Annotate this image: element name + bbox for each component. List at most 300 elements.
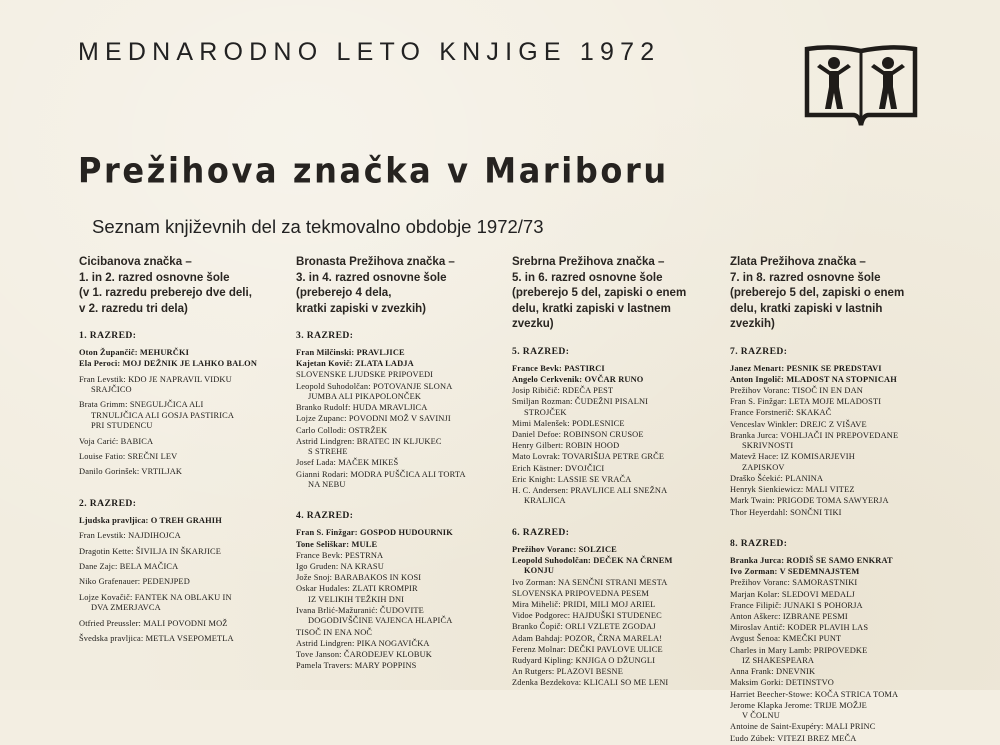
book-entry: [296, 540, 496, 550]
book-title: MARY POPPINS: [354, 661, 417, 671]
book-title-continued: PRI STUDENCU: [91, 421, 153, 431]
book-entry: [296, 359, 496, 369]
book-title: PIKA NOGAVIČKA: [356, 638, 430, 648]
book-title: TISOČ IN ENA NOČ: [296, 627, 373, 637]
book-title: MOJ DEŽNIK JE LAHKO BALON: [122, 359, 258, 369]
book-title-continued: KONJU: [524, 566, 555, 576]
column-cicibanova: [79, 254, 279, 645]
grade-label: 1. RAZRED:: [79, 330, 137, 341]
book-title-continued: V ČOLNU: [742, 711, 780, 721]
book-title: RDEČA PEST: [562, 385, 614, 395]
book-entry: [79, 619, 279, 629]
book-entry: [512, 375, 717, 385]
book-title: PLANINA: [785, 473, 824, 483]
award-heading-line: 7. in 8. razred osnovne šole: [730, 269, 881, 284]
book-author: Rudyard Kipling:: [512, 655, 574, 665]
book-title: PRIDI, MILI MOJ ARIEL: [562, 599, 656, 609]
book-title: ROBIN HOOD: [565, 441, 620, 451]
book-entry: [512, 441, 717, 451]
book-entry: [296, 528, 496, 538]
book-author: Maksim Gorki:: [730, 678, 784, 688]
award-heading-line: kratki zapiski v zvezkih): [296, 300, 427, 315]
award-heading-line: v 2. razredu tri dela): [79, 300, 188, 315]
book-title: POTOVANJE SLONA: [372, 381, 453, 391]
book-title-continued: NA NEBU: [308, 480, 346, 490]
book-title: ZLATI KROMPIR: [352, 584, 418, 594]
book-entry: [79, 452, 279, 462]
book-title-continued: ZAPISKOV: [742, 462, 785, 472]
book-entry: [296, 437, 496, 458]
book-author: Draško Šćekić:: [730, 473, 784, 483]
book-author: Zdenka Bezdekova:: [512, 678, 582, 688]
book-title: SKAKAČ: [796, 408, 832, 418]
book-entry: [79, 348, 279, 358]
award-heading-line: 3. in 4. razred osnovne šole: [296, 269, 447, 284]
book-author: Carlo Collodi:: [296, 425, 347, 435]
book-entry: [730, 623, 945, 633]
book-title: ZLATA LADJA: [355, 359, 414, 369]
book-title: LASSIE SE VRAČA: [557, 474, 632, 484]
book-author: Leopold Suhodolčan:: [296, 381, 371, 391]
book-entry: [512, 589, 717, 599]
book-entry: [730, 701, 945, 722]
book-entry: [296, 573, 496, 583]
award-heading-line: 5. in 6. razred osnovne šole: [512, 269, 663, 284]
book-entry: [730, 431, 945, 452]
book-title: VRTILJAK: [141, 467, 183, 477]
book-title: BELA MAČICA: [119, 562, 179, 572]
book-entry: [512, 464, 717, 474]
book-entry: [512, 578, 717, 588]
book-entry: [79, 547, 279, 557]
book-author: Lojze Zupanc:: [296, 414, 347, 424]
book-entry: [730, 375, 945, 385]
book-entry: [730, 678, 945, 688]
book-title: MALI PRINC: [825, 722, 876, 732]
book-entry: [730, 722, 945, 732]
book-entry: [79, 634, 279, 644]
book-title: SONČNI TIKI: [790, 507, 842, 517]
book-author: Henry Gilbert:: [512, 441, 564, 451]
book-author: Henryk Sienkiewicz:: [730, 485, 804, 495]
book-entry: [296, 606, 496, 627]
book-title: LETA MOJE MLADOSTI: [788, 397, 882, 407]
grade-label: 5. RAZRED:: [512, 345, 570, 357]
book-title: VOHLJAČI IN PREPOVEDANE: [780, 430, 899, 440]
book-author: Ľudo Zúbek:: [730, 733, 776, 743]
book-author: Branko Rudolf:: [296, 403, 351, 413]
book-title: TRIJE MOŽJE: [814, 700, 867, 710]
book-title: MALI POVODNI MOŽ: [143, 618, 228, 628]
book-title: FANTEK NA OBLAKU IN: [134, 592, 232, 602]
book-entry: [296, 426, 496, 436]
book-entry: [512, 556, 717, 577]
book-title-continued: S STREHE: [308, 447, 348, 457]
book-title: TISOČ IN EN DAN: [792, 385, 863, 395]
book-author: Pamela Travers:: [296, 661, 353, 671]
book-title: ŠIVILJA IN ŠKARJICE: [135, 546, 222, 556]
book-title: HUDA MRAVLJICA: [352, 403, 428, 413]
book-entry: [512, 667, 717, 677]
book-entry: [730, 452, 945, 473]
book-title: SREČNI LEV: [127, 452, 178, 462]
book-author: Adam Bahdaj:: [512, 633, 563, 643]
book-title: MAČEK MIKEŠ: [338, 458, 399, 468]
book-title: VITEZI BREZ MEČA: [777, 733, 857, 743]
book-entry: [79, 359, 279, 369]
book-author: France Forstnerič:: [730, 408, 794, 418]
book-title: DEČKI PAVLOVE ULICE: [568, 644, 663, 654]
book-author: Prežihov Voranc:: [730, 578, 791, 588]
book-title-continued: IZ SHAKESPEARA: [742, 655, 815, 665]
book-entry: [512, 364, 717, 374]
book-entry: [512, 611, 717, 621]
book-author: Daniel Defoe:: [512, 429, 562, 439]
book-author: H. C. Andersen:: [512, 485, 569, 495]
book-author: Niko Grafenauer:: [79, 577, 141, 587]
book-title: PRIPOVEDKE: [813, 645, 868, 655]
book-author: Louise Fatio:: [79, 452, 126, 462]
book-title: KMEČKI PUNT: [782, 634, 842, 644]
book-author: Lojze Kovačič:: [79, 592, 133, 602]
book-title: ORLI VZLETE ZGODAJ: [565, 622, 656, 632]
book-author: France Filipič:: [730, 600, 782, 610]
award-heading-line: 1. in 2. razred osnovne šole: [79, 269, 230, 284]
book-entry: [512, 486, 717, 507]
grade-label: 7. RAZRED:: [730, 345, 788, 357]
book-entry: [730, 408, 945, 418]
book-entry: [730, 508, 945, 518]
book-entry: [296, 403, 496, 413]
book-entry: [79, 593, 279, 614]
award-heading-line: zvezku): [512, 316, 554, 330]
book-author: Danilo Gorinšek:: [79, 467, 140, 477]
book-entry: [730, 646, 945, 667]
book-title: METLA VSEPOMETLA: [145, 634, 234, 644]
book-entry: [296, 382, 496, 403]
book-title: NA SENČNI STRANI MESTA: [558, 577, 668, 587]
book-author: Dane Zajc:: [79, 562, 118, 572]
list-subtitle: Seznam književnih del za tekmovalno obdobje 1972/73: [92, 216, 544, 237]
book-title: PESNIK SE PREDSTAVI: [786, 363, 882, 373]
book-entry: [730, 397, 945, 407]
book-entry: [730, 485, 945, 495]
book-title: POVODNI MOŽ V SAVINJI: [348, 414, 451, 424]
book-entry: [79, 516, 279, 526]
book-title: PASTIRCI: [564, 363, 605, 373]
book-title: ROBINSON CRUSOE: [563, 429, 644, 439]
book-author: Jože Snoj:: [296, 573, 333, 583]
book-entry: [296, 650, 496, 660]
book-author: Kajetan Kovič:: [296, 359, 353, 369]
book-author: Venceslav Winkler:: [730, 419, 799, 429]
book-entry: [296, 470, 496, 491]
book-entry: [296, 551, 496, 561]
book-title: PEDENJPED: [142, 577, 190, 587]
book-author: Oskar Hudales:: [296, 584, 350, 594]
book-title: BRATEC IN KLJUKEC: [356, 436, 442, 446]
book-author: Leopold Suhodolčan:: [512, 555, 591, 565]
book-title: GOSPOD HUDOURNIK: [359, 528, 453, 538]
award-heading: [79, 254, 265, 316]
award-heading: [296, 254, 482, 316]
book-author: Ivana Brlić-Mažuranić:: [296, 606, 378, 616]
book-title: SLOVENSKA PRIPOVEDNA PESEM: [512, 588, 649, 598]
grade-label: 3. RAZRED:: [296, 330, 354, 341]
book-author: Ela Peroci:: [79, 359, 121, 369]
book-title: SLOVENSKE LJUDSKE PRIPOVEDI: [296, 370, 434, 380]
book-title-continued: SKRIVNOSTI: [742, 441, 794, 451]
book-title: POZOR, ČRNA MARELA!: [564, 633, 663, 643]
book-author: Josef Lada:: [296, 458, 337, 468]
book-title: PRAVLJICE ALI SNEŽNA: [570, 485, 668, 495]
book-entry: [296, 628, 496, 638]
award-heading-line: Bronasta Prežihova značka –: [296, 254, 455, 268]
book-title: DETINSTVO: [785, 678, 834, 688]
book-title-continued: STROJČEK: [524, 407, 567, 417]
book-author: Anton Aškerc:: [730, 611, 781, 621]
year-of-book-heading: MEDNARODNO LETO KNJIGE 1972: [78, 38, 661, 66]
book-author: Gianni Rodari:: [296, 469, 349, 479]
book-entry: [730, 667, 945, 677]
book-title: KLICALI SO ME LENI: [583, 678, 669, 688]
award-heading-line: (v 1. razredu preberejo dve deli,: [79, 285, 252, 299]
book-entry: [730, 474, 945, 484]
book-author: Mimi Malenšek:: [512, 418, 570, 428]
book-title-continued: KRALJICA: [524, 496, 566, 506]
book-entry: [296, 661, 496, 671]
column-zlata: [730, 254, 945, 745]
grade-label: 2. RAZRED:: [79, 497, 137, 509]
book-title: KDO JE NAPRAVIL VIDKU: [128, 374, 232, 384]
book-title: DEČEK NA ČRNEM: [593, 555, 673, 565]
book-entry: [730, 364, 945, 374]
book-title-continued: DVA ZMERJAVCA: [91, 603, 161, 613]
book-author: Janez Menart:: [730, 363, 785, 373]
award-heading-line: delu, kratki zapiski v lastnih: [730, 300, 883, 315]
book-title: PRAVLJICE: [356, 348, 405, 357]
book-author: Jerome Klapka Jerome:: [730, 700, 813, 710]
award-heading: [512, 254, 703, 332]
book-title: PLAZOVI BESNE: [556, 667, 624, 677]
book-entry: [512, 656, 717, 666]
award-heading-line: (preberejo 5 del, zapiski o enem: [730, 285, 905, 299]
book-title: DVOJČICI: [564, 463, 605, 473]
book-entry: [730, 612, 945, 622]
book-title: IZ KOMISARJEVIH: [780, 452, 855, 462]
book-title: OVČAR RUNO: [584, 374, 644, 384]
book-title: TOVARIŠIJA PETRE GRČE: [562, 452, 665, 462]
book-author: Erich Kästner:: [512, 463, 563, 473]
book-title: MULE: [351, 539, 378, 549]
book-entry: [730, 420, 945, 430]
book-entry: [512, 622, 717, 632]
book-entry: [296, 414, 496, 424]
book-title-continued: JUMBA ALI PIKAPOLONČEK: [308, 392, 422, 402]
book-entry: [79, 531, 279, 541]
book-title: MODRA PUŠČICA ALI TORTA: [350, 469, 466, 479]
book-title: ČARODEJEV KLOBUK: [343, 650, 432, 660]
book-author: Astrid Lindgren:: [296, 436, 355, 446]
book-author: Thor Heyerdahl:: [730, 507, 788, 517]
award-heading-line: (preberejo 5 del, zapiski o enem: [512, 285, 687, 299]
book-title: HAJDUŠKI STUDENEC: [572, 611, 662, 621]
book-author: Ivo Zorman:: [730, 567, 778, 577]
book-author: Igo Gruden:: [296, 562, 339, 572]
book-title: ČUDOVITE: [379, 606, 424, 616]
book-author: Harriet Beecher-Stowe:: [730, 689, 813, 699]
award-heading-line: Cicibanova značka –: [79, 254, 192, 268]
book-entry: [730, 578, 945, 588]
book-author: Brata Grimm:: [79, 400, 128, 410]
book-entry: [512, 419, 717, 429]
book-entry: [79, 467, 279, 477]
book-title: SLEDOVI MEDALJ: [781, 589, 855, 599]
book-title: SAMORASTNIKI: [792, 578, 858, 588]
book-author: Smiljan Rozman:: [512, 397, 573, 407]
book-title: NAJDIHOJCA: [128, 531, 181, 541]
book-author: Miroslav Antič:: [730, 623, 786, 633]
book-title: MEHURČKI: [139, 348, 190, 357]
book-author: Dragotin Kette:: [79, 546, 134, 556]
book-author: Antoine de Saint-Exupéry:: [730, 722, 824, 732]
book-entry: [730, 601, 945, 611]
book-entry: [79, 577, 279, 587]
book-author: Tove Janson:: [296, 650, 342, 660]
grade-label: 4. RAZRED:: [296, 510, 354, 522]
book-entry: [79, 375, 279, 396]
book-author: Avgust Šenoa:: [730, 634, 781, 644]
book-title: BABICA: [120, 436, 154, 446]
book-entry: [730, 590, 945, 600]
column-srebrna: [512, 254, 717, 690]
book-entry: [512, 475, 717, 485]
book-author: Fran Levstik:: [79, 531, 126, 541]
book-author: Fran S. Finžgar:: [296, 528, 358, 538]
book-author: Eric Knight:: [512, 474, 556, 484]
book-entry: [512, 397, 717, 418]
book-entry: [512, 452, 717, 462]
book-author: Anna Frank:: [730, 667, 774, 677]
book-title: SOLZICE: [578, 544, 617, 554]
book-entry: [730, 496, 945, 506]
award-heading-line: Zlata Prežihova značka –: [730, 254, 866, 268]
book-author: Branka Jurca:: [730, 430, 779, 440]
book-entry: [730, 734, 945, 744]
book-author: Mato Lovrak:: [512, 452, 561, 462]
book-author: Matevž Hace:: [730, 452, 779, 462]
book-author: Ferenz Molnar:: [512, 644, 566, 654]
book-author: Marjan Kolar:: [730, 589, 780, 599]
book-author: Branka Jurca:: [730, 555, 785, 565]
book-entry: [79, 437, 279, 447]
book-title: RODIŠ SE SAMO ENKRAT: [786, 555, 893, 565]
book-entry: [512, 545, 717, 555]
book-entry: [730, 634, 945, 644]
book-with-figures-icon: [803, 43, 919, 133]
book-title: PODLESNICE: [571, 418, 625, 428]
book-title-continued: SRAJČICO: [91, 385, 132, 395]
book-title: JUNAKI S POHORJA: [783, 600, 863, 610]
book-title: KNJIGA O DŽUNGLI: [575, 655, 656, 665]
award-heading-line: zvezkih): [730, 316, 775, 330]
book-author: Vidoe Podgorec:: [512, 611, 571, 621]
book-title: MALI VITEZ: [805, 485, 855, 495]
book-title-continued: TRNULJČICA ALI GOSJA PASTIRICA: [91, 410, 235, 420]
book-entry: [296, 584, 496, 605]
book-entry: [512, 645, 717, 655]
book-entry: [512, 678, 717, 688]
book-author: Fran Milčinski:: [296, 348, 355, 357]
book-title: PESTRNA: [344, 550, 384, 560]
grade-label: 6. RAZRED:: [512, 526, 570, 538]
book-title: DNEVNIK: [776, 667, 816, 677]
book-title: IZBRANE PESMI: [782, 611, 848, 621]
book-entry: [512, 386, 717, 396]
book-entry: [512, 634, 717, 644]
page-title: Prežihova značka v Mariboru: [78, 150, 669, 192]
book-entry: [730, 386, 945, 396]
book-author: Oton Župančič:: [79, 348, 138, 357]
book-author: France Bevk:: [512, 363, 562, 373]
book-author: Fran Levstik:: [79, 374, 126, 384]
column-bronasta: [296, 254, 496, 673]
book-author: Charles in Mary Lamb:: [730, 645, 812, 655]
book-author: Švedska pravljica:: [79, 634, 144, 644]
book-author: Anton Ingolič:: [730, 374, 784, 384]
book-title-continued: DOGODIVŠČINE VAJENCA HLAPIČA: [308, 616, 453, 626]
book-title: BARABAKOS IN KOSI: [334, 573, 422, 583]
book-author: France Bevk:: [296, 550, 343, 560]
book-entry: [79, 562, 279, 572]
book-entry: [296, 348, 496, 358]
book-author: Branko Čopič:: [512, 622, 564, 632]
book-title: V SEDEMNAJSTEM: [779, 567, 860, 577]
book-entry: [296, 562, 496, 572]
book-author: Mark Twain:: [730, 496, 775, 506]
book-author: Ljudska pravljica:: [79, 515, 149, 525]
book-author: Prežihov Voranc:: [512, 544, 577, 554]
book-entry: [296, 458, 496, 468]
book-title: SNEGULJČICA ALI: [129, 400, 204, 410]
book-entry: [730, 690, 945, 700]
book-entry: [296, 639, 496, 649]
book-title: O TREH GRAHIH: [150, 515, 222, 525]
book-title-continued: IZ VELIKIH TEŽKIH DNI: [308, 594, 405, 604]
award-heading-line: (preberejo 4 dela,: [296, 285, 392, 299]
book-title: ČUDEŽNI PISALNI: [574, 397, 649, 407]
book-title: KODER PLAVIH LAS: [787, 623, 869, 633]
book-title: KOČA STRICA TOMA: [814, 689, 899, 699]
book-author: Angelo Cerkvenik:: [512, 374, 583, 384]
book-author: Ivo Zorman:: [512, 577, 556, 587]
book-title: OSTRŽEK: [348, 425, 388, 435]
book-entry: [512, 430, 717, 440]
book-author: Mira Mihelič:: [512, 599, 561, 609]
award-heading: [730, 254, 930, 332]
book-title: NA KRASU: [340, 562, 384, 572]
book-entry: [512, 600, 717, 610]
book-entry: [296, 370, 496, 380]
award-heading-line: Srebrna Prežihova značka –: [512, 254, 665, 268]
book-author: Astrid Lindgren:: [296, 638, 355, 648]
book-author: Otfried Preussler:: [79, 618, 142, 628]
book-author: Prežihov Voranc:: [730, 385, 791, 395]
book-entry: [730, 567, 945, 577]
book-author: Josip Ribičič:: [512, 385, 560, 395]
book-title: PRIGODE TOMA SAWYERJA: [777, 496, 889, 506]
book-author: Fran S. Finžgar:: [730, 397, 787, 407]
